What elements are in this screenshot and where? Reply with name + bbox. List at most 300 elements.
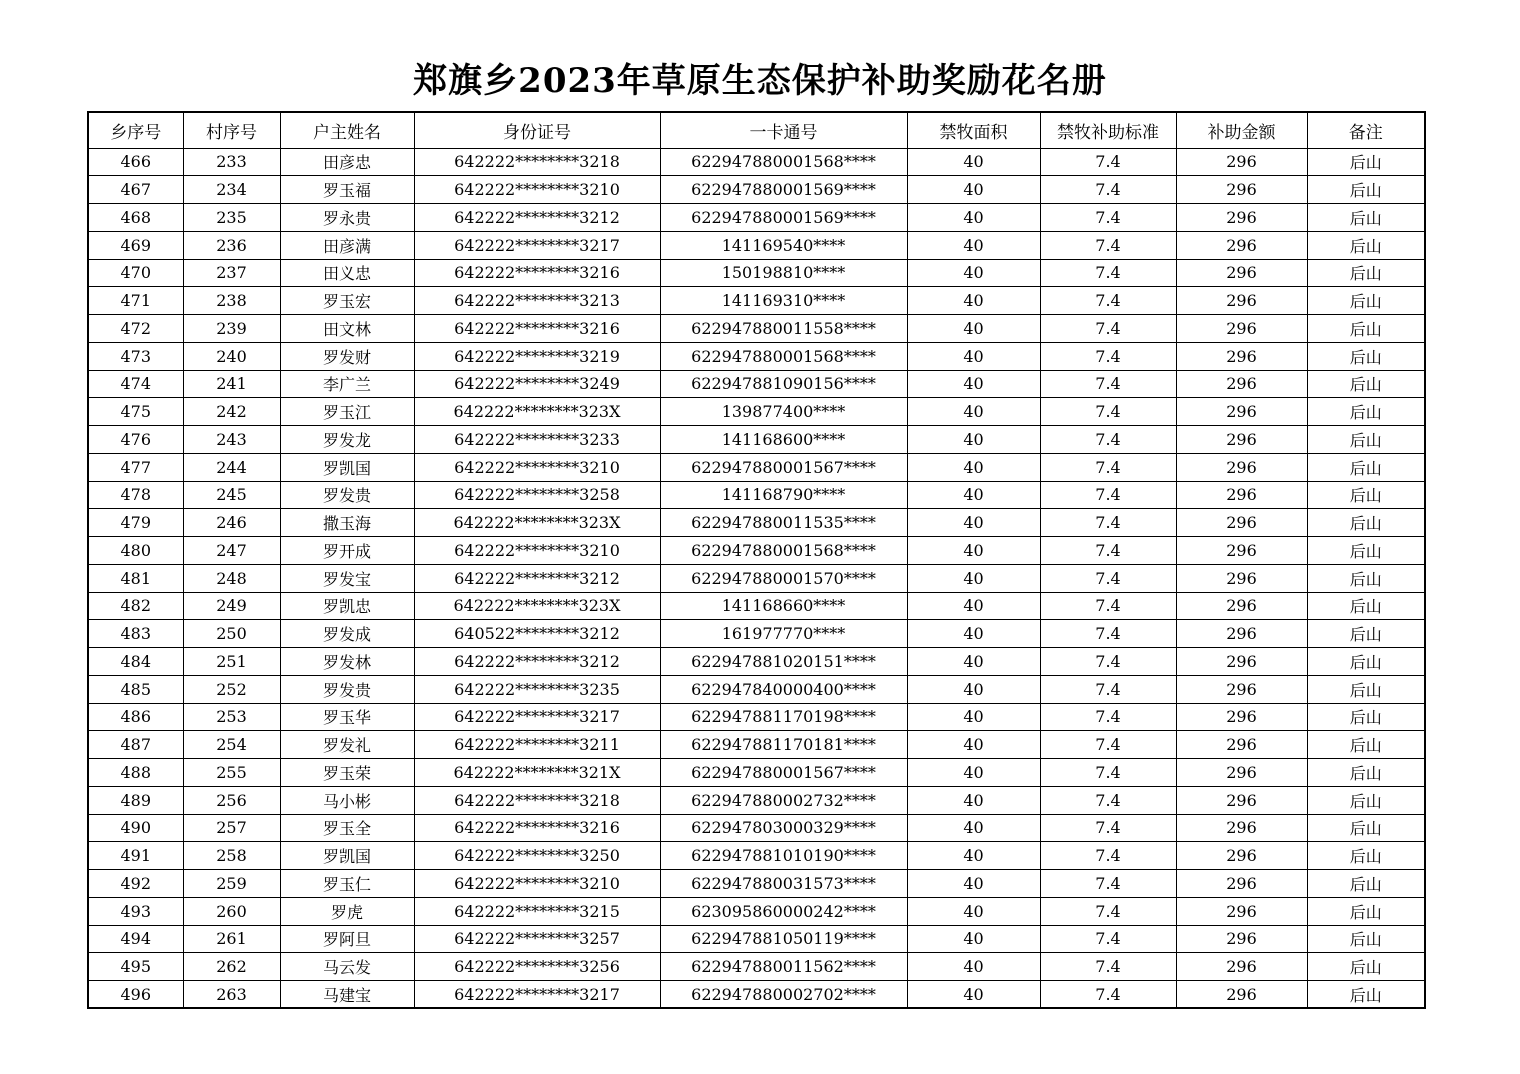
cell-grazing-ban-area: 40 bbox=[907, 426, 1040, 454]
cell-id-number: 642222********3211 bbox=[414, 731, 660, 759]
cell-subsidy-amount: 296 bbox=[1176, 675, 1307, 703]
cell-householder-name: 罗玉福 bbox=[280, 176, 414, 204]
cell-householder-name: 罗凯国 bbox=[280, 842, 414, 870]
cell-subsidy-standard: 7.4 bbox=[1040, 370, 1176, 398]
cell-subsidy-standard: 7.4 bbox=[1040, 259, 1176, 287]
cell-householder-name: 罗永贵 bbox=[280, 204, 414, 232]
cell-village-no: 245 bbox=[183, 481, 280, 509]
cell-township-no: 484 bbox=[88, 648, 183, 676]
cell-householder-name: 撒玉海 bbox=[280, 509, 414, 537]
cell-grazing-ban-area: 40 bbox=[907, 176, 1040, 204]
cell-township-no: 469 bbox=[88, 231, 183, 259]
cell-subsidy-amount: 296 bbox=[1176, 204, 1307, 232]
column-header-id-number: 身份证号 bbox=[414, 112, 660, 148]
cell-subsidy-amount: 296 bbox=[1176, 259, 1307, 287]
cell-grazing-ban-area: 40 bbox=[907, 842, 1040, 870]
cell-village-no: 243 bbox=[183, 426, 280, 454]
cell-grazing-ban-area: 40 bbox=[907, 564, 1040, 592]
cell-id-number: 642222********3212 bbox=[414, 564, 660, 592]
cell-card-number: 141169540**** bbox=[660, 231, 907, 259]
cell-grazing-ban-area: 40 bbox=[907, 398, 1040, 426]
cell-card-number: 622947803000329**** bbox=[660, 814, 907, 842]
cell-township-no: 474 bbox=[88, 370, 183, 398]
cell-remarks: 后山 bbox=[1307, 731, 1425, 759]
cell-remarks: 后山 bbox=[1307, 315, 1425, 343]
cell-id-number: 642222********323X bbox=[414, 592, 660, 620]
cell-grazing-ban-area: 40 bbox=[907, 953, 1040, 981]
table-row bbox=[88, 620, 1425, 648]
cell-grazing-ban-area: 40 bbox=[907, 259, 1040, 287]
cell-village-no: 234 bbox=[183, 176, 280, 204]
cell-grazing-ban-area: 40 bbox=[907, 703, 1040, 731]
cell-village-no: 247 bbox=[183, 537, 280, 565]
cell-householder-name: 马小彬 bbox=[280, 786, 414, 814]
cell-village-no: 260 bbox=[183, 897, 280, 925]
table-row bbox=[88, 648, 1425, 676]
cell-township-no: 476 bbox=[88, 426, 183, 454]
cell-township-no: 468 bbox=[88, 204, 183, 232]
cell-township-no: 481 bbox=[88, 564, 183, 592]
cell-householder-name: 罗玉全 bbox=[280, 814, 414, 842]
cell-village-no: 262 bbox=[183, 953, 280, 981]
cell-householder-name: 田彦忠 bbox=[280, 148, 414, 176]
table-row bbox=[88, 481, 1425, 509]
cell-grazing-ban-area: 40 bbox=[907, 315, 1040, 343]
table-row bbox=[88, 148, 1425, 176]
table-row bbox=[88, 509, 1425, 537]
table-row bbox=[88, 453, 1425, 481]
cell-village-no: 255 bbox=[183, 759, 280, 787]
cell-subsidy-amount: 296 bbox=[1176, 509, 1307, 537]
cell-householder-name: 罗发贵 bbox=[280, 481, 414, 509]
cell-card-number: 139877400**** bbox=[660, 398, 907, 426]
table-row bbox=[88, 315, 1425, 343]
cell-grazing-ban-area: 40 bbox=[907, 342, 1040, 370]
cell-subsidy-standard: 7.4 bbox=[1040, 759, 1176, 787]
cell-subsidy-standard: 7.4 bbox=[1040, 814, 1176, 842]
cell-village-no: 263 bbox=[183, 981, 280, 1009]
column-header-householder-name: 户主姓名 bbox=[280, 112, 414, 148]
cell-subsidy-standard: 7.4 bbox=[1040, 287, 1176, 315]
cell-householder-name: 罗开成 bbox=[280, 537, 414, 565]
cell-village-no: 244 bbox=[183, 453, 280, 481]
cell-remarks: 后山 bbox=[1307, 342, 1425, 370]
cell-subsidy-amount: 296 bbox=[1176, 981, 1307, 1009]
cell-grazing-ban-area: 40 bbox=[907, 786, 1040, 814]
cell-subsidy-standard: 7.4 bbox=[1040, 148, 1176, 176]
cell-id-number: 642222********3250 bbox=[414, 842, 660, 870]
cell-village-no: 235 bbox=[183, 204, 280, 232]
cell-township-no: 471 bbox=[88, 287, 183, 315]
column-header-grazing-ban-area: 禁牧面积 bbox=[907, 112, 1040, 148]
cell-id-number: 642222********3218 bbox=[414, 148, 660, 176]
cell-grazing-ban-area: 40 bbox=[907, 453, 1040, 481]
cell-card-number: 622947881170198**** bbox=[660, 703, 907, 731]
cell-remarks: 后山 bbox=[1307, 564, 1425, 592]
cell-householder-name: 罗发宝 bbox=[280, 564, 414, 592]
roster-body bbox=[88, 148, 1425, 1008]
cell-subsidy-standard: 7.4 bbox=[1040, 981, 1176, 1009]
cell-subsidy-amount: 296 bbox=[1176, 731, 1307, 759]
cell-id-number: 642222********3258 bbox=[414, 481, 660, 509]
cell-subsidy-amount: 296 bbox=[1176, 370, 1307, 398]
cell-id-number: 642222********3210 bbox=[414, 870, 660, 898]
cell-grazing-ban-area: 40 bbox=[907, 592, 1040, 620]
cell-remarks: 后山 bbox=[1307, 537, 1425, 565]
cell-householder-name: 罗玉华 bbox=[280, 703, 414, 731]
cell-village-no: 240 bbox=[183, 342, 280, 370]
cell-village-no: 249 bbox=[183, 592, 280, 620]
table-row bbox=[88, 342, 1425, 370]
cell-grazing-ban-area: 40 bbox=[907, 148, 1040, 176]
cell-grazing-ban-area: 40 bbox=[907, 925, 1040, 953]
cell-subsidy-standard: 7.4 bbox=[1040, 897, 1176, 925]
cell-village-no: 257 bbox=[183, 814, 280, 842]
cell-subsidy-standard: 7.4 bbox=[1040, 925, 1176, 953]
cell-card-number: 622947880002732**** bbox=[660, 786, 907, 814]
cell-remarks: 后山 bbox=[1307, 648, 1425, 676]
cell-card-number: 622947881050119**** bbox=[660, 925, 907, 953]
cell-card-number: 623095860000242**** bbox=[660, 897, 907, 925]
cell-grazing-ban-area: 40 bbox=[907, 897, 1040, 925]
cell-householder-name: 马建宝 bbox=[280, 981, 414, 1009]
cell-remarks: 后山 bbox=[1307, 842, 1425, 870]
cell-township-no: 482 bbox=[88, 592, 183, 620]
cell-remarks: 后山 bbox=[1307, 176, 1425, 204]
cell-village-no: 248 bbox=[183, 564, 280, 592]
cell-remarks: 后山 bbox=[1307, 231, 1425, 259]
cell-card-number: 161977770**** bbox=[660, 620, 907, 648]
table-row bbox=[88, 426, 1425, 454]
cell-card-number: 141168660**** bbox=[660, 592, 907, 620]
cell-id-number: 642222********3215 bbox=[414, 897, 660, 925]
cell-remarks: 后山 bbox=[1307, 592, 1425, 620]
table-row bbox=[88, 231, 1425, 259]
cell-remarks: 后山 bbox=[1307, 675, 1425, 703]
cell-id-number: 642222********3233 bbox=[414, 426, 660, 454]
column-header-subsidy-standard: 禁牧补助标准 bbox=[1040, 112, 1176, 148]
cell-village-no: 242 bbox=[183, 398, 280, 426]
cell-township-no: 488 bbox=[88, 759, 183, 787]
cell-grazing-ban-area: 40 bbox=[907, 370, 1040, 398]
cell-subsidy-amount: 296 bbox=[1176, 620, 1307, 648]
cell-village-no: 250 bbox=[183, 620, 280, 648]
cell-township-no: 486 bbox=[88, 703, 183, 731]
cell-subsidy-standard: 7.4 bbox=[1040, 703, 1176, 731]
cell-subsidy-amount: 296 bbox=[1176, 287, 1307, 315]
cell-card-number: 622947881090156**** bbox=[660, 370, 907, 398]
cell-id-number: 642222********3216 bbox=[414, 315, 660, 343]
cell-card-number: 622947880001569**** bbox=[660, 176, 907, 204]
cell-village-no: 253 bbox=[183, 703, 280, 731]
cell-card-number: 622947881170181**** bbox=[660, 731, 907, 759]
cell-village-no: 238 bbox=[183, 287, 280, 315]
cell-card-number: 622947880001567**** bbox=[660, 453, 907, 481]
table-row bbox=[88, 259, 1425, 287]
cell-subsidy-standard: 7.4 bbox=[1040, 398, 1176, 426]
cell-village-no: 246 bbox=[183, 509, 280, 537]
cell-grazing-ban-area: 40 bbox=[907, 481, 1040, 509]
table-row bbox=[88, 925, 1425, 953]
cell-subsidy-amount: 296 bbox=[1176, 426, 1307, 454]
cell-card-number: 622947880031573**** bbox=[660, 870, 907, 898]
cell-householder-name: 罗玉江 bbox=[280, 398, 414, 426]
cell-subsidy-amount: 296 bbox=[1176, 648, 1307, 676]
cell-householder-name: 罗发礼 bbox=[280, 731, 414, 759]
cell-township-no: 491 bbox=[88, 842, 183, 870]
column-header-village-no: 村序号 bbox=[183, 112, 280, 148]
cell-township-no: 466 bbox=[88, 148, 183, 176]
table-row bbox=[88, 786, 1425, 814]
cell-grazing-ban-area: 40 bbox=[907, 231, 1040, 259]
cell-village-no: 252 bbox=[183, 675, 280, 703]
table-row bbox=[88, 398, 1425, 426]
table-row bbox=[88, 204, 1425, 232]
cell-remarks: 后山 bbox=[1307, 259, 1425, 287]
cell-remarks: 后山 bbox=[1307, 287, 1425, 315]
cell-subsidy-amount: 296 bbox=[1176, 398, 1307, 426]
cell-householder-name: 罗发成 bbox=[280, 620, 414, 648]
cell-householder-name: 罗凯忠 bbox=[280, 592, 414, 620]
cell-grazing-ban-area: 40 bbox=[907, 981, 1040, 1009]
cell-card-number: 622947880001567**** bbox=[660, 759, 907, 787]
cell-subsidy-standard: 7.4 bbox=[1040, 231, 1176, 259]
cell-householder-name: 罗阿旦 bbox=[280, 925, 414, 953]
cell-householder-name: 李广兰 bbox=[280, 370, 414, 398]
cell-householder-name: 田彦满 bbox=[280, 231, 414, 259]
cell-township-no: 483 bbox=[88, 620, 183, 648]
cell-id-number: 642222********3219 bbox=[414, 342, 660, 370]
cell-card-number: 141168790**** bbox=[660, 481, 907, 509]
cell-grazing-ban-area: 40 bbox=[907, 648, 1040, 676]
cell-township-no: 490 bbox=[88, 814, 183, 842]
cell-village-no: 258 bbox=[183, 842, 280, 870]
cell-card-number: 150198810**** bbox=[660, 259, 907, 287]
cell-householder-name: 罗玉宏 bbox=[280, 287, 414, 315]
cell-township-no: 473 bbox=[88, 342, 183, 370]
cell-remarks: 后山 bbox=[1307, 925, 1425, 953]
cell-id-number: 642222********3212 bbox=[414, 648, 660, 676]
cell-subsidy-amount: 296 bbox=[1176, 759, 1307, 787]
cell-grazing-ban-area: 40 bbox=[907, 870, 1040, 898]
cell-subsidy-standard: 7.4 bbox=[1040, 537, 1176, 565]
column-header-remarks: 备注 bbox=[1307, 112, 1425, 148]
cell-subsidy-amount: 296 bbox=[1176, 897, 1307, 925]
cell-card-number: 141168600**** bbox=[660, 426, 907, 454]
cell-card-number: 622947880011535**** bbox=[660, 509, 907, 537]
cell-householder-name: 罗凯国 bbox=[280, 453, 414, 481]
cell-subsidy-standard: 7.4 bbox=[1040, 176, 1176, 204]
cell-card-number: 622947880001570**** bbox=[660, 564, 907, 592]
table-row bbox=[88, 731, 1425, 759]
cell-remarks: 后山 bbox=[1307, 814, 1425, 842]
cell-subsidy-amount: 296 bbox=[1176, 953, 1307, 981]
cell-subsidy-standard: 7.4 bbox=[1040, 842, 1176, 870]
cell-subsidy-amount: 296 bbox=[1176, 703, 1307, 731]
cell-householder-name: 罗玉荣 bbox=[280, 759, 414, 787]
cell-subsidy-standard: 7.4 bbox=[1040, 786, 1176, 814]
cell-subsidy-standard: 7.4 bbox=[1040, 620, 1176, 648]
cell-id-number: 642222********3257 bbox=[414, 925, 660, 953]
cell-card-number: 141169310**** bbox=[660, 287, 907, 315]
cell-remarks: 后山 bbox=[1307, 953, 1425, 981]
cell-grazing-ban-area: 40 bbox=[907, 675, 1040, 703]
cell-remarks: 后山 bbox=[1307, 398, 1425, 426]
cell-remarks: 后山 bbox=[1307, 620, 1425, 648]
cell-village-no: 241 bbox=[183, 370, 280, 398]
cell-subsidy-standard: 7.4 bbox=[1040, 481, 1176, 509]
cell-village-no: 259 bbox=[183, 870, 280, 898]
cell-subsidy-amount: 296 bbox=[1176, 148, 1307, 176]
cell-village-no: 261 bbox=[183, 925, 280, 953]
cell-id-number: 642222********323X bbox=[414, 509, 660, 537]
table-row bbox=[88, 953, 1425, 981]
cell-township-no: 493 bbox=[88, 897, 183, 925]
cell-subsidy-amount: 296 bbox=[1176, 315, 1307, 343]
cell-id-number: 640522********3212 bbox=[414, 620, 660, 648]
table-row bbox=[88, 814, 1425, 842]
cell-subsidy-standard: 7.4 bbox=[1040, 564, 1176, 592]
cell-township-no: 475 bbox=[88, 398, 183, 426]
cell-subsidy-standard: 7.4 bbox=[1040, 731, 1176, 759]
roster-table bbox=[87, 111, 1426, 1009]
cell-subsidy-standard: 7.4 bbox=[1040, 675, 1176, 703]
cell-id-number: 642222********3217 bbox=[414, 981, 660, 1009]
cell-card-number: 622947880001568**** bbox=[660, 342, 907, 370]
cell-subsidy-amount: 296 bbox=[1176, 176, 1307, 204]
cell-id-number: 642222********3256 bbox=[414, 953, 660, 981]
cell-householder-name: 罗发龙 bbox=[280, 426, 414, 454]
cell-grazing-ban-area: 40 bbox=[907, 759, 1040, 787]
cell-subsidy-amount: 296 bbox=[1176, 870, 1307, 898]
cell-subsidy-amount: 296 bbox=[1176, 481, 1307, 509]
cell-id-number: 642222********3235 bbox=[414, 675, 660, 703]
cell-id-number: 642222********321X bbox=[414, 759, 660, 787]
cell-remarks: 后山 bbox=[1307, 870, 1425, 898]
cell-subsidy-amount: 296 bbox=[1176, 786, 1307, 814]
cell-township-no: 479 bbox=[88, 509, 183, 537]
cell-householder-name: 田文林 bbox=[280, 315, 414, 343]
cell-id-number: 642222********3210 bbox=[414, 176, 660, 204]
cell-householder-name: 田义忠 bbox=[280, 259, 414, 287]
cell-householder-name: 罗发财 bbox=[280, 342, 414, 370]
cell-village-no: 251 bbox=[183, 648, 280, 676]
cell-card-number: 622947881010190**** bbox=[660, 842, 907, 870]
cell-grazing-ban-area: 40 bbox=[907, 509, 1040, 537]
cell-grazing-ban-area: 40 bbox=[907, 287, 1040, 315]
cell-village-no: 256 bbox=[183, 786, 280, 814]
cell-township-no: 492 bbox=[88, 870, 183, 898]
table-row bbox=[88, 703, 1425, 731]
table-row bbox=[88, 370, 1425, 398]
cell-village-no: 236 bbox=[183, 231, 280, 259]
cell-township-no: 467 bbox=[88, 176, 183, 204]
cell-subsidy-standard: 7.4 bbox=[1040, 204, 1176, 232]
cell-subsidy-amount: 296 bbox=[1176, 537, 1307, 565]
cell-grazing-ban-area: 40 bbox=[907, 814, 1040, 842]
column-header-township-no: 乡序号 bbox=[88, 112, 183, 148]
cell-id-number: 642222********3210 bbox=[414, 537, 660, 565]
cell-card-number: 622947880001568**** bbox=[660, 148, 907, 176]
cell-subsidy-standard: 7.4 bbox=[1040, 592, 1176, 620]
cell-remarks: 后山 bbox=[1307, 759, 1425, 787]
cell-township-no: 480 bbox=[88, 537, 183, 565]
table-row bbox=[88, 759, 1425, 787]
cell-subsidy-amount: 296 bbox=[1176, 342, 1307, 370]
cell-subsidy-standard: 7.4 bbox=[1040, 426, 1176, 454]
cell-subsidy-amount: 296 bbox=[1176, 453, 1307, 481]
cell-subsidy-amount: 296 bbox=[1176, 564, 1307, 592]
cell-township-no: 489 bbox=[88, 786, 183, 814]
cell-subsidy-standard: 7.4 bbox=[1040, 453, 1176, 481]
cell-card-number: 622947880002702**** bbox=[660, 981, 907, 1009]
cell-householder-name: 罗虎 bbox=[280, 897, 414, 925]
cell-remarks: 后山 bbox=[1307, 370, 1425, 398]
cell-village-no: 237 bbox=[183, 259, 280, 287]
cell-householder-name: 罗发林 bbox=[280, 648, 414, 676]
page-title: 郑旗乡2023年草原生态保护补助奖励花名册 bbox=[413, 61, 1107, 101]
table-row bbox=[88, 287, 1425, 315]
cell-subsidy-standard: 7.4 bbox=[1040, 509, 1176, 537]
cell-grazing-ban-area: 40 bbox=[907, 731, 1040, 759]
cell-village-no: 254 bbox=[183, 731, 280, 759]
cell-remarks: 后山 bbox=[1307, 509, 1425, 537]
table-row bbox=[88, 897, 1425, 925]
cell-subsidy-amount: 296 bbox=[1176, 231, 1307, 259]
table-row bbox=[88, 842, 1425, 870]
cell-id-number: 642222********3216 bbox=[414, 259, 660, 287]
cell-subsidy-standard: 7.4 bbox=[1040, 342, 1176, 370]
cell-remarks: 后山 bbox=[1307, 204, 1425, 232]
cell-township-no: 494 bbox=[88, 925, 183, 953]
table-row bbox=[88, 981, 1425, 1009]
cell-grazing-ban-area: 40 bbox=[907, 204, 1040, 232]
cell-id-number: 642222********3217 bbox=[414, 703, 660, 731]
column-header-subsidy-amount: 补助金额 bbox=[1176, 112, 1307, 148]
cell-remarks: 后山 bbox=[1307, 981, 1425, 1009]
cell-subsidy-amount: 296 bbox=[1176, 842, 1307, 870]
cell-householder-name: 马云发 bbox=[280, 953, 414, 981]
cell-subsidy-amount: 296 bbox=[1176, 592, 1307, 620]
cell-card-number: 622947840000400**** bbox=[660, 675, 907, 703]
cell-subsidy-standard: 7.4 bbox=[1040, 953, 1176, 981]
cell-id-number: 642222********3249 bbox=[414, 370, 660, 398]
table-row bbox=[88, 675, 1425, 703]
table-row bbox=[88, 564, 1425, 592]
cell-id-number: 642222********3212 bbox=[414, 204, 660, 232]
cell-id-number: 642222********3217 bbox=[414, 231, 660, 259]
cell-id-number: 642222********3210 bbox=[414, 453, 660, 481]
cell-township-no: 495 bbox=[88, 953, 183, 981]
cell-remarks: 后山 bbox=[1307, 426, 1425, 454]
cell-card-number: 622947880001569**** bbox=[660, 204, 907, 232]
cell-card-number: 622947880011558**** bbox=[660, 315, 907, 343]
cell-subsidy-standard: 7.4 bbox=[1040, 870, 1176, 898]
cell-township-no: 485 bbox=[88, 675, 183, 703]
table-row bbox=[88, 592, 1425, 620]
cell-remarks: 后山 bbox=[1307, 703, 1425, 731]
cell-id-number: 642222********3216 bbox=[414, 814, 660, 842]
cell-remarks: 后山 bbox=[1307, 786, 1425, 814]
cell-grazing-ban-area: 40 bbox=[907, 620, 1040, 648]
column-header-card-number: 一卡通号 bbox=[660, 112, 907, 148]
cell-township-no: 477 bbox=[88, 453, 183, 481]
cell-township-no: 487 bbox=[88, 731, 183, 759]
cell-village-no: 233 bbox=[183, 148, 280, 176]
cell-remarks: 后山 bbox=[1307, 453, 1425, 481]
cell-card-number: 622947881020151**** bbox=[660, 648, 907, 676]
cell-township-no: 472 bbox=[88, 315, 183, 343]
